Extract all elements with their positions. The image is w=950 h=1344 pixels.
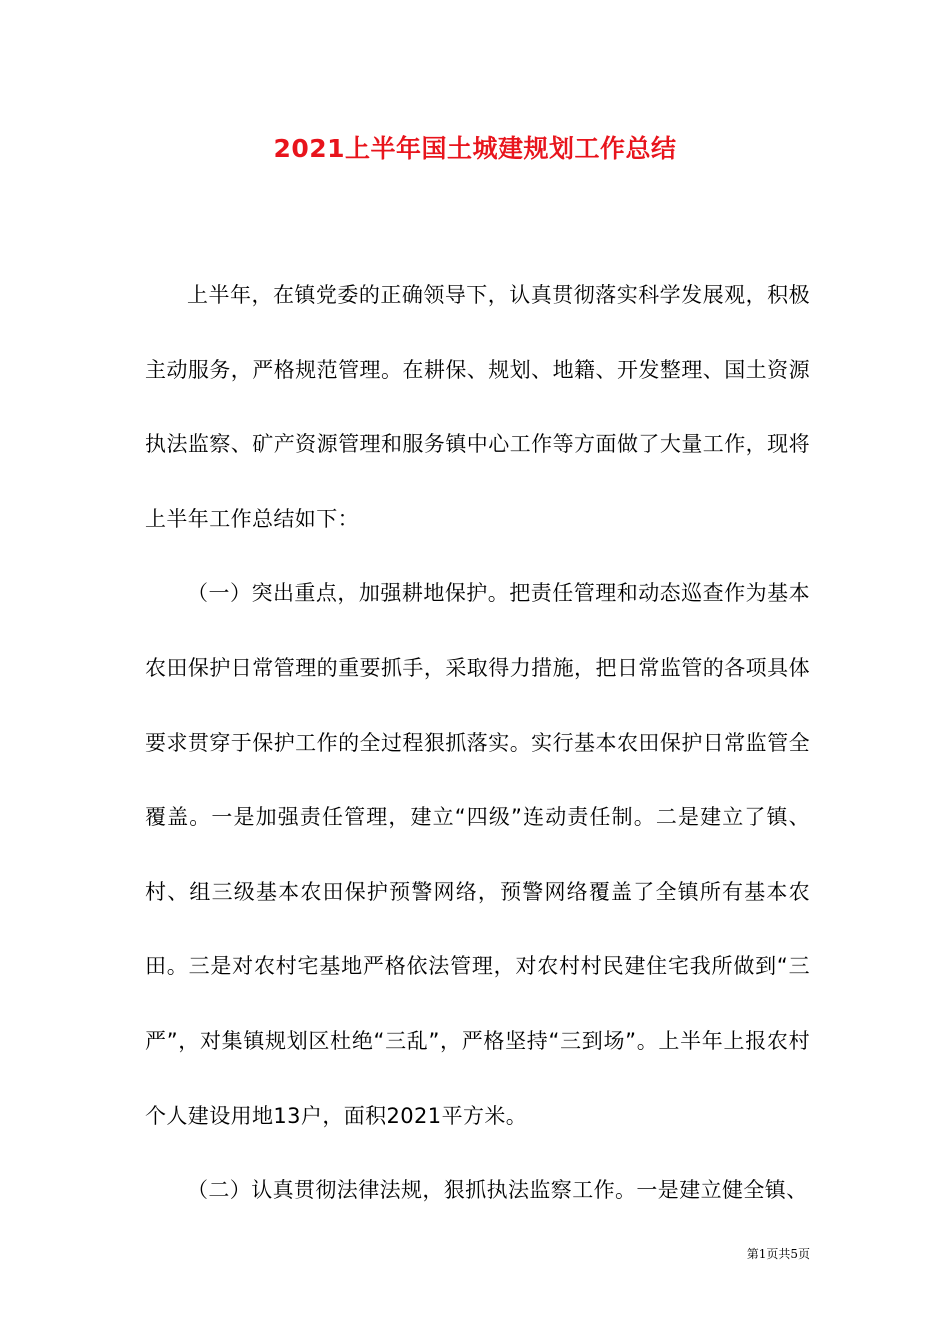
paragraph-law-enforcement: （二）认真贯彻法律法规，狠抓执法监察工作。一是建立健全镇、 [187,1178,808,1203]
paragraph-intro: 上半年，在镇党委的正确领导下，认真贯彻落实科学发展观，积极主动服务，严格规范管理。在耕保、规划、地籍、开发整理、国土资源执法监察、矿产资源管理和服务镇中心工作等方面做了大量工作，现将上半年工作总结如下： [145,283,810,531]
document-title: 2021上半年国土城建规划工作总结 [273,134,677,163]
page-number: 第1页共5页 [746,1247,810,1261]
paragraph-farmland-protection: （一）突出重点，加强耕地保护。把责任管理和动态巡查作为基本农田保护日常管理的重要抓手，采取得力措施，把日常监管的各项具体要求贯穿于保护工作的全过程狠抓落实。实行基本农田保护日常监管全覆盖。一是加强责任管理，建立“四级”连动责任制。二是建立了镇、村、组三级基本农田保护预警网络，预警网络覆盖了全镇所有基本农田。三是对农村宅基地严格依法管理，对农村村民建住宅我所做到“三严”，对集镇规划区杜绝“三乱”，严格坚持“三到场”。上半年上报农村个人建设用地13户，面积2021平方米。 [145,581,810,1128]
document-body [145,258,810,1228]
